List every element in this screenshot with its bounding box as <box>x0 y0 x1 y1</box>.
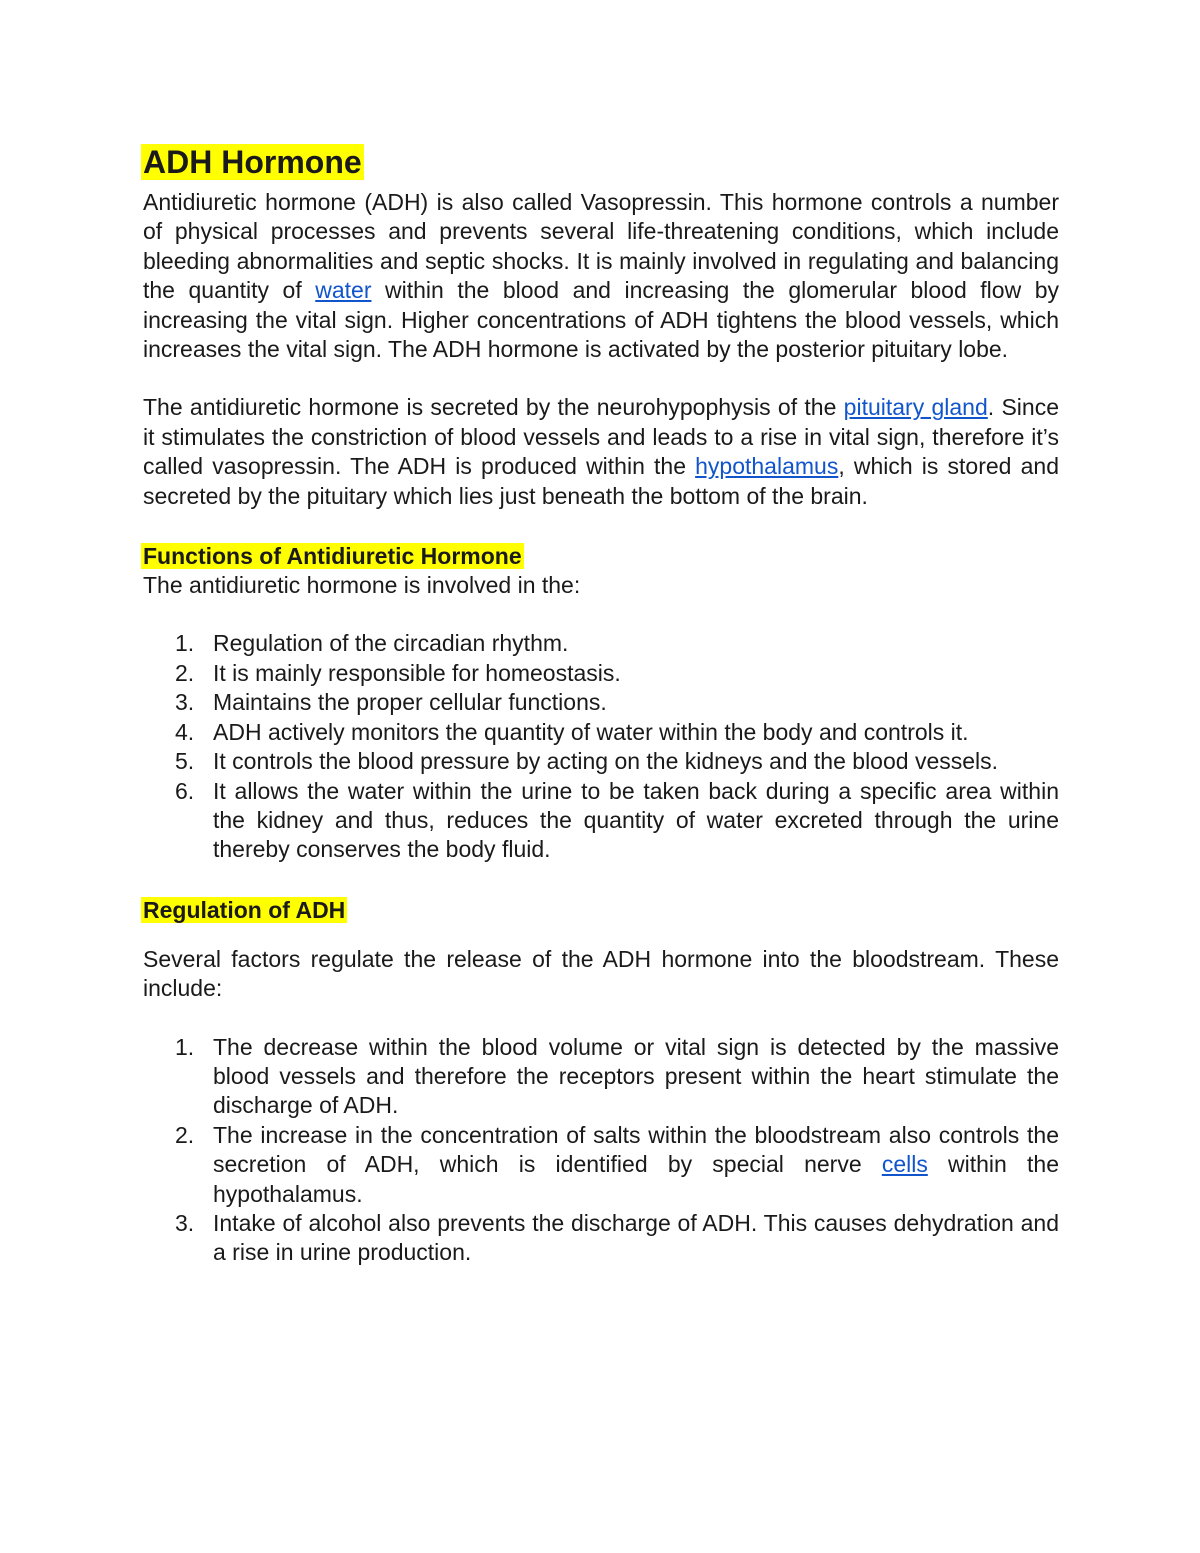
list-item-text: ADH actively monitors the quantity of water within the body and controls it. <box>213 718 969 745</box>
secretion-paragraph <box>143 393 1059 511</box>
functions-heading-text: Functions of Antidiuretic Hormone <box>143 543 522 570</box>
intro-paragraph <box>143 188 1059 364</box>
list-item-text: Intake of alcohol also prevents the discharge of ADH. This causes dehydration and a rise in urine production. <box>213 1209 1059 1266</box>
list-item <box>143 718 1059 747</box>
list-number: 4. <box>175 718 195 745</box>
list-number: 3. <box>175 689 195 716</box>
intro-text-2: within the blood and increasing the glomerular blood flow by increasing the vital sign. Higher concentrations of ADH tightens the blood vessels, which increases the vital sign. The ADH hormone is activated by the posterior pituitary lobe. <box>143 277 1059 363</box>
pituitary-gland-link[interactable]: pituitary gland <box>843 394 988 421</box>
list-item <box>143 747 1059 776</box>
list-number: 5. <box>175 748 195 775</box>
list-item <box>143 777 1059 865</box>
regulation-heading <box>143 896 1059 925</box>
list-item <box>143 629 1059 658</box>
list-item-text: Maintains the proper cellular functions. <box>213 689 607 716</box>
regulation-heading-text: Regulation of ADH <box>143 896 346 923</box>
functions-list <box>143 629 1059 864</box>
list-item <box>143 1121 1059 1209</box>
list-number: 2. <box>175 659 195 686</box>
functions-heading <box>143 542 1059 571</box>
list-item-text: It is mainly responsible for homeostasis. <box>213 659 621 686</box>
regulation-list <box>143 1033 1059 1268</box>
list-item <box>143 659 1059 688</box>
list-number: 3. <box>175 1209 195 1236</box>
intro-text-1: Antidiuretic hormone (ADH) is also called Vasopressin. This hormone controls a number of physical processes and prevents several life-threatening conditions, which include bleeding abnormalities and septic shocks. It is mainly involved in regulating and balancing the quantity of <box>143 189 1059 304</box>
page-title <box>143 142 1059 182</box>
list-item <box>143 688 1059 717</box>
document-body <box>143 142 1059 1268</box>
list-number: 6. <box>175 777 195 804</box>
list-item-text: Regulation of the circadian rhythm. <box>213 630 569 657</box>
list-item-text: within the hypothalamus. <box>213 1151 1059 1207</box>
cells-link[interactable]: cells <box>881 1151 928 1178</box>
list-item-text: The increase in the concentration of salts within the bloodstream also controls the secretion of ADH, which is identified by special nerve <box>213 1121 1059 1178</box>
list-number: 1. <box>175 630 195 657</box>
page-title-text: ADH Hormone <box>143 144 362 180</box>
list-item-text: The decrease within the blood volume or vital sign is detected by the massive blood vessels and therefore the receptors present within the heart stimulate the discharge of ADH. <box>213 1033 1059 1119</box>
functions-lead: The antidiuretic hormone is involved in the: <box>143 572 581 599</box>
list-item <box>143 1209 1059 1268</box>
list-item <box>143 1033 1059 1121</box>
secretion-text-3: , which is stored and secreted by the pituitary which lies just beneath the bottom of the brain. <box>143 453 1059 509</box>
water-link[interactable]: water <box>315 277 372 304</box>
list-item-text: It allows the water within the urine to be taken back during a specific area within the kidney and thus, reduces the quantity of water excreted through the urine thereby conserves the body fluid. <box>213 777 1059 863</box>
list-number: 1. <box>175 1033 195 1060</box>
list-item-text: It controls the blood pressure by acting on the kidneys and the blood vessels. <box>213 748 999 775</box>
regulation-lead: Several factors regulate the release of the ADH hormone into the bloodstream. These include: <box>143 945 1059 1002</box>
secretion-text-2: . Since it stimulates the constriction of blood vessels and leads to a rise in vital sign, therefore it’s called vasopressin. The ADH is produced within the <box>143 394 1059 480</box>
list-number: 2. <box>175 1121 195 1148</box>
hypothalamus-link[interactable]: hypothalamus <box>695 453 839 480</box>
secretion-text-1: The antidiuretic hormone is secreted by the neurohypophysis of the <box>143 394 844 421</box>
